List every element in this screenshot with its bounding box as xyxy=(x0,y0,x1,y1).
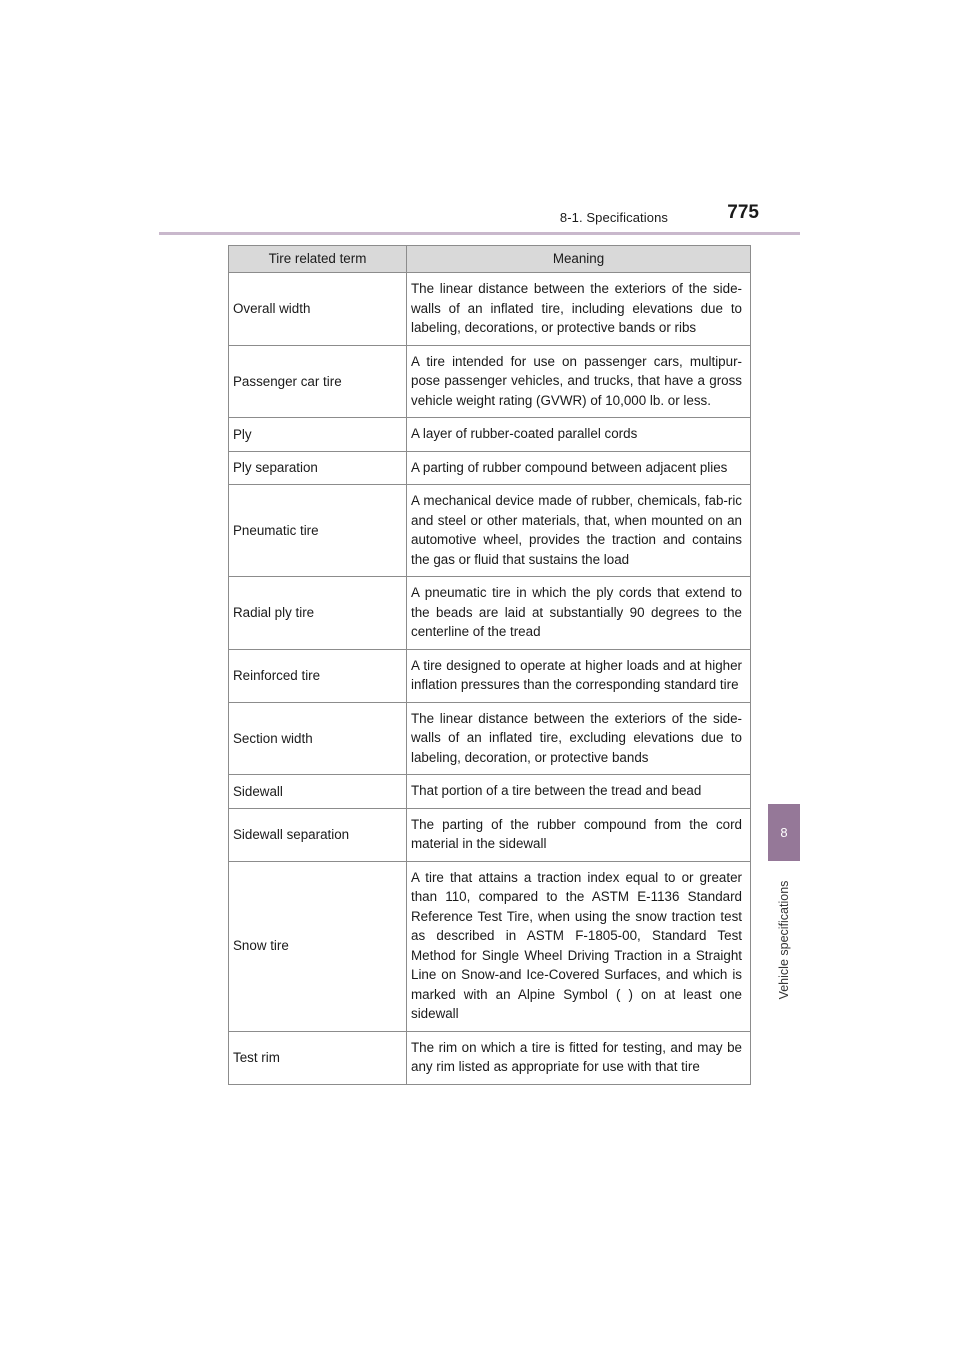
meaning-cell: The linear distance between the exteriors of the side-walls of an inflated tire, including elevations due to labeling, decorations, or protective bands or ribs xyxy=(407,273,751,346)
meaning-cell: A parting of rubber compound between adjacent plies xyxy=(407,451,751,485)
tire-terms-table xyxy=(228,245,751,1085)
table-row xyxy=(229,808,751,861)
term-cell: Ply xyxy=(229,418,407,452)
table-row xyxy=(229,485,751,577)
term-cell: Sidewall xyxy=(229,775,407,809)
meaning-cell: A pneumatic tire in which the ply cords that extend to the beads are laid at substantially 90 degrees to the centerline of the tread xyxy=(407,577,751,650)
chapter-label-wrap xyxy=(768,861,800,1018)
meaning-cell: A layer of rubber-coated parallel cords xyxy=(407,418,751,452)
table-row xyxy=(229,861,751,1031)
meaning-cell: The rim on which a tire is fitted for testing, and may be any rim listed as appropriate for use with that tire xyxy=(407,1031,751,1084)
header-divider xyxy=(159,232,800,235)
table-row xyxy=(229,577,751,650)
meaning-cell: A tire designed to operate at higher loads and at higher inflation pressures than the corresponding standard tire xyxy=(407,649,751,702)
section-title: 8-1. Specifications xyxy=(559,210,668,225)
chapter-label: Vehicle specifications xyxy=(777,880,791,999)
table-body xyxy=(229,273,751,1085)
table-row xyxy=(229,273,751,346)
table-row xyxy=(229,418,751,452)
chapter-number: 8 xyxy=(780,825,788,840)
table-row xyxy=(229,775,751,809)
page-header xyxy=(159,196,800,232)
column-header-term: Tire related term xyxy=(229,246,407,273)
page-number: 775 xyxy=(727,202,759,223)
meaning-cell: A mechanical device made of rubber, chemicals, fab-ric and steel or other materials, that, when mounted on an automotive wheel, provides the traction and contains the gas or fluid that sustains the load xyxy=(407,485,751,577)
table-row xyxy=(229,1031,751,1084)
term-cell: Pneumatic tire xyxy=(229,485,407,577)
table-row xyxy=(229,702,751,775)
term-cell: Radial ply tire xyxy=(229,577,407,650)
meaning-cell: The linear distance between the exteriors of the side-walls of an inflated tire, excluding elevations due to labeling, decoration, or protective bands xyxy=(407,702,751,775)
term-cell: Passenger car tire xyxy=(229,345,407,418)
meaning-cell: The parting of the rubber compound from the cord material in the sidewall xyxy=(407,808,751,861)
meaning-cell: A tire that attains a traction index equal to or greater than 110, compared to the ASTM E-1136 Standard Reference Test Tire, when using the snow traction test as described in ASTM F-1805-00, Standard Test Method for Single Wheel Driving Traction in a Straight Line on Snow-and Ice-Covered Surfaces, and which is marked with an Alpine Symbol ( ) on at least one sidewall xyxy=(407,861,751,1031)
term-cell: Snow tire xyxy=(229,861,407,1031)
table-row xyxy=(229,451,751,485)
term-cell: Section width xyxy=(229,702,407,775)
chapter-tab[interactable] xyxy=(768,804,800,861)
meaning-cell: That portion of a tire between the tread and bead xyxy=(407,775,751,809)
table-row xyxy=(229,345,751,418)
meaning-cell: A tire intended for use on passenger cars, multipur-pose passenger vehicles, and trucks, that have a gross vehicle weight rating (GVWR) of 10,000 lb. or less. xyxy=(407,345,751,418)
term-cell: Test rim xyxy=(229,1031,407,1084)
table-header-row xyxy=(229,246,751,273)
column-header-meaning: Meaning xyxy=(407,246,751,273)
table-row xyxy=(229,649,751,702)
term-cell: Sidewall separation xyxy=(229,808,407,861)
term-cell: Reinforced tire xyxy=(229,649,407,702)
term-cell: Ply separation xyxy=(229,451,407,485)
term-cell: Overall width xyxy=(229,273,407,346)
